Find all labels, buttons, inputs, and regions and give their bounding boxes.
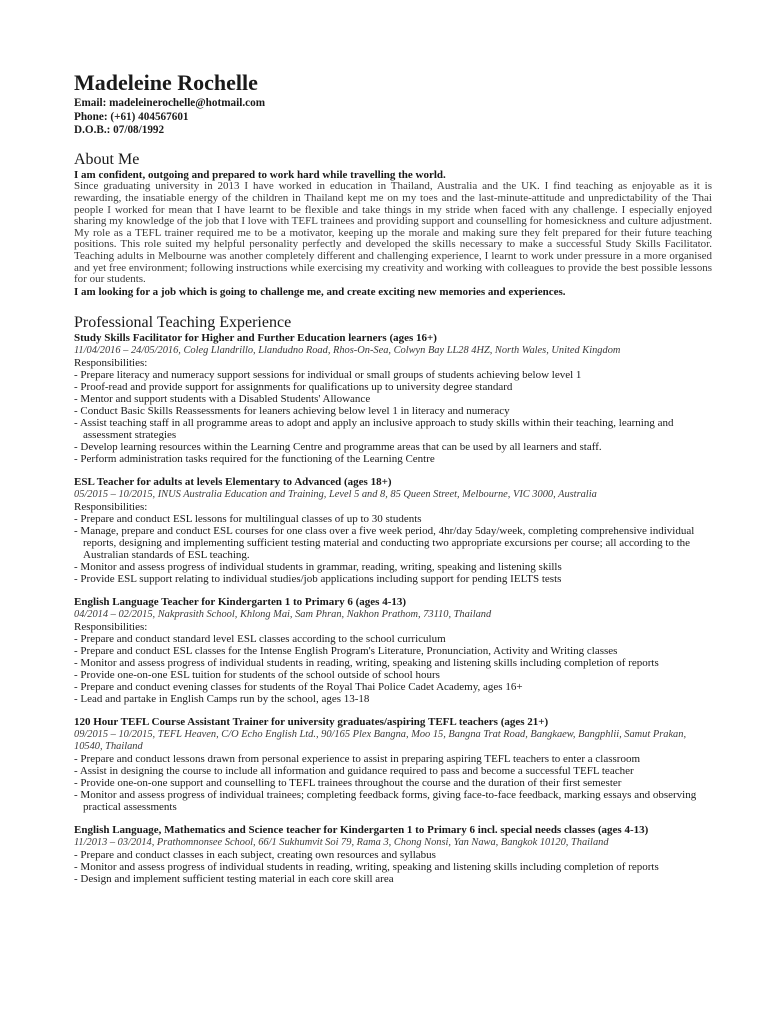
list-item: - Provide one-on-one support and counselling to TEFL trainees throughout the course and the duration of their first semester (74, 777, 712, 789)
job-title: ESL Teacher for adults at levels Elementary to Advanced (ages 18+) (74, 476, 392, 489)
list-item: - Monitor and assess progress of individual students in grammar, reading, writing, speaking and listening skills (74, 561, 712, 573)
responsibilities-list (74, 633, 712, 705)
job-entry (74, 596, 712, 705)
job-title: Study Skills Facilitator for Higher and Further Education learners (ages 16+) (74, 332, 437, 345)
list-item: - Prepare and conduct lessons drawn from personal experience to assist in preparing aspiring TEFL teachers to enter a classroom (74, 753, 712, 765)
list-item: - Assist in designing the course to include all information and guidance required to pass and become a successful TEFL teacher (74, 765, 712, 777)
list-item: - Develop learning resources within the Learning Centre and programme areas that can be used by all learners and staff. (74, 441, 712, 453)
job-meta: 11/2013 – 03/2014, Prathomnonsee School, 66/1 Sukhumvit Soi 79, Rama 3, Chong Nonsi, Yan Nawa, Bangkok 10120, Thailand (74, 836, 609, 848)
list-item: - Lead and partake in English Camps run by the school, ages 13-18 (74, 693, 712, 705)
experience-heading: Professional Teaching Experience (74, 314, 292, 332)
job-meta: 05/2015 – 10/2015, INUS Australia Education and Training, Level 5 and 8, 85 Queen Street, Melbourne, VIC 3000, Australia (74, 488, 597, 500)
list-item: - Conduct Basic Skills Reassessments for leaners achieving below level 1 in literacy and numeracy (74, 405, 712, 417)
list-item: - Manage, prepare and conduct ESL courses for one class over a five week period, 4hr/day 5day/week, completing comprehensive individual reports, designing and implementing sufficient testing material and conducting two appropriate excursions per course; all according to the Australian standards of ESL teaching. (74, 525, 712, 561)
experience-list (74, 332, 712, 885)
job-entry (74, 476, 712, 585)
list-item: - Prepare and conduct classes in each subject, creating own resources and syllabus (74, 849, 712, 861)
responsibilities-list (74, 753, 712, 813)
list-item: - Design and implement sufficient testing material in each core skill area (74, 873, 712, 885)
list-item: - Provide one-on-one ESL tuition for students of the school outside of school hours (74, 669, 712, 681)
job-entry (74, 332, 712, 465)
list-item: - Prepare literacy and numeracy support sessions for individual or small groups of students achieving below level 1 (74, 369, 712, 381)
list-item: - Monitor and assess progress of individual trainees; completing feedback forms, giving face-to-face feedback, marking essays and observing practical assessments (74, 789, 712, 813)
list-item: - Monitor and assess progress of individual students in reading, writing, speaking and listening skills including completion of reports (74, 657, 712, 669)
list-item: - Proof-read and provide support for assignments for qualifications up to university degree standard (74, 381, 712, 393)
list-item: - Perform administration tasks required for the functioning of the Learning Centre (74, 453, 712, 465)
responsibilities-label: Responsibilities: (74, 357, 148, 370)
job-meta: 09/2015 – 10/2015, TEFL Heaven, C/O Echo English Ltd., 90/165 Plex Bangna, Moo 15, Bangna Trat Road, Bangkaew, Bangphlii, Samut Prakan, 10540, Thailand (74, 728, 687, 753)
list-item: - Provide ESL support relating to individual studies/job applications including support for pending IELTS tests (74, 573, 712, 585)
phone-line: Phone: (+61) 404567601 (74, 110, 189, 123)
responsibilities-label: Responsibilities: (74, 621, 148, 634)
list-item: - Prepare and conduct standard level ESL classes according to the school curriculum (74, 633, 712, 645)
about-closing: I am looking for a job which is going to challenge me, and create exciting new memories and experiences. (74, 285, 566, 298)
list-item: - Assist teaching staff in all programme areas to adopt and apply an inclusive approach to study skills within their teaching, learning and assessment strategies (74, 417, 712, 441)
job-title: 120 Hour TEFL Course Assistant Trainer for university graduates/aspiring TEFL teachers (ages 21+) (74, 716, 549, 729)
responsibilities-list (74, 369, 712, 465)
about-body: Since graduating university in 2013 I have worked in education in Thailand, Australia and the UK. I find teaching as enjoyable as it is rewarding, the insatiable energy of the children in Thailand kept me on my toes and the last-minute-attitude and unpredictability of the Thai people I worked for mean that I have learnt to be flexible and take things in my stride when faced with any challenge. I especially enjoyed sharing my knowledge of the job that I love with TEFL trainees and providing support and counselling for homesickness and culture adjustment. My role as a TEFL trainer required me to be a motivator, keeping up the morale and making sure they felt prepared for their future teaching positions. This role suited my helpful personality perfectly and developed the skills necessary to make a successful Study Skills Facilitator. Teaching adults in Melbourne was another completely different and challenging experience, I learnt to work under pressure in a more organised and yet free environment; following instructions while exercising my creativity and working with colleagues to provide the best possible lessons for our students. (74, 180, 712, 286)
about-heading: About Me (74, 150, 140, 168)
responsibilities-list (74, 513, 712, 585)
list-item: - Prepare and conduct ESL lessons for multilingual classes of up to 30 students (74, 513, 712, 525)
dob-line: D.O.B.: 07/08/1992 (74, 124, 165, 137)
list-item: - Prepare and conduct evening classes for students of the Royal Thai Police Cadet Academy, ages 16+ (74, 681, 712, 693)
job-meta: 11/04/2016 – 24/05/2016, Coleg Llandrillo, Llandudno Road, Rhos-On-Sea, Colwyn Bay LL28 4HZ, North Wales, United Kingdom (74, 344, 621, 356)
responsibilities-list (74, 849, 712, 885)
job-entry (74, 716, 712, 813)
job-entry (74, 824, 712, 885)
job-title: English Language, Mathematics and Science teacher for Kindergarten 1 to Primary 6 incl. special needs classes (ages 4-13) (74, 824, 649, 837)
list-item: - Prepare and conduct ESL classes for the Intense English Program's Literature, Pronunciation, Activity and Writing classes (74, 645, 712, 657)
list-item: - Mentor and support students with a Disabled Students' Allowance (74, 393, 712, 405)
job-meta: 04/2014 – 02/2015, Nakprasith School, Khlong Mai, Sam Phran, Nakhon Prathom, 73110, Thailand (74, 608, 492, 620)
list-item: - Monitor and assess progress of individual students in reading, writing, speaking and listening skills including completion of reports (74, 861, 712, 873)
responsibilities-label: Responsibilities: (74, 501, 148, 514)
candidate-name: Madeleine Rochelle (74, 70, 258, 95)
email-line: Email: madeleinerochelle@hotmail.com (74, 97, 266, 109)
job-title: English Language Teacher for Kindergarten 1 to Primary 6 (ages 4-13) (74, 596, 407, 609)
about-intro: I am confident, outgoing and prepared to work hard while travelling the world. (74, 168, 446, 181)
